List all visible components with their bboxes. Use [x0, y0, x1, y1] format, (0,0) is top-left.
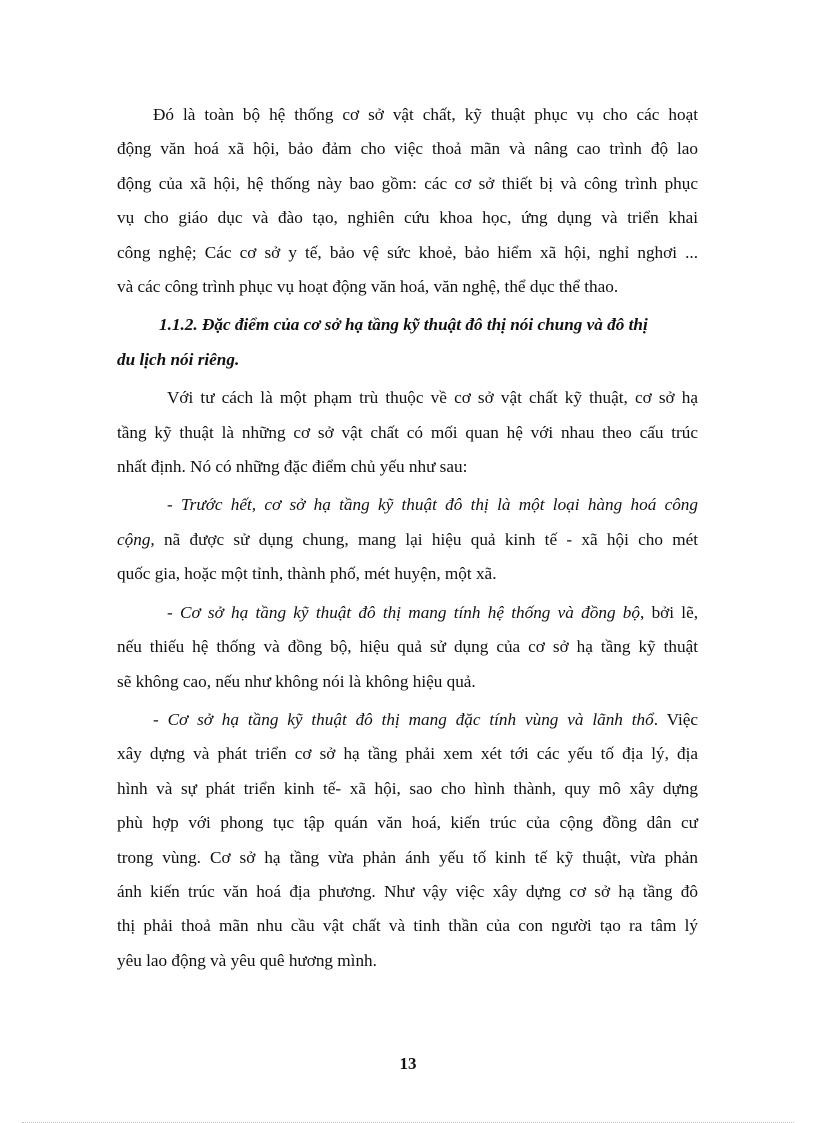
bullet-systematic [117, 596, 698, 699]
section-heading-line: du lịch nói riêng. [117, 349, 240, 369]
text-line: và các công trình phục vụ hoạt động văn hoá, văn nghệ, thể dục thể thao. [117, 277, 619, 297]
text-line: công nghệ; Các cơ sở y tế, bảo vệ sức khoẻ, bảo hiểm xã hội, nghỉ nghơi ... [117, 242, 698, 262]
section-heading [117, 308, 698, 377]
text-span: nã được sử dụng chung, mang lại hiệu quả kinh tế - xã hội cho mét [154, 529, 698, 549]
bullet-italic-text: - Trước hết, cơ sở hạ tầng kỹ thuật đô thị là một loại hàng hoá công [167, 495, 698, 515]
text-line: nếu thiếu hệ thống và đồng bộ, hiệu quả sử dụng của cơ sở hạ tầng kỹ thuật [117, 637, 698, 657]
text-line: ánh kiến trúc văn hoá địa phương. Như vậy việc xây dựng cơ sở hạ tầng đô [117, 881, 698, 901]
text-line: trong vùng. Cơ sở hạ tầng vừa phản ánh yếu tố kinh tế kỹ thuật, vừa phản [117, 847, 698, 867]
text-line [117, 596, 698, 630]
text-line: quốc gia, hoặc một tỉnh, thành phố, mét huyện, một xã. [117, 564, 497, 584]
bullet-public-good [117, 488, 698, 591]
text-line: động của xã hội, hệ thống này bao gồm: các cơ sở thiết bị và công trình phục [117, 173, 698, 193]
text-line: yêu lao động và yêu quê hương mình. [117, 950, 377, 970]
section-heading-line: 1.1.2. Đặc điểm của cơ sở hạ tầng kỹ thuật đô thị nói chung và đô thị [159, 315, 648, 335]
bullet-italic-text: cộng, [117, 529, 155, 549]
text-line: Đó là toàn bộ hệ thống cơ sở vật chất, kỹ thuật phục vụ cho các hoạt [153, 105, 698, 124]
text-span: , bởi lẽ, [640, 602, 698, 622]
bullet-italic-text: - Cơ sở hạ tầng kỹ thuật đô thị mang tính hệ thống và đồng bộ [167, 602, 640, 622]
bullet-italic-text: - Cơ sở hạ tầng kỹ thuật đô thị mang đặc tính vùng và lãnh thổ [153, 709, 654, 729]
text-line: vụ cho giáo dục và đào tạo, nghiên cứu khoa học, ứng dụng và triển khai [117, 208, 698, 228]
text-line: sẽ không cao, nếu như không nói là không hiệu quả. [117, 671, 476, 691]
text-line: động văn hoá xã hội, bảo đảm cho việc thoả mãn và nâng cao trình độ lao [117, 139, 698, 159]
text-line: xây dựng và phát triển cơ sở hạ tầng phải xem xét tới các yếu tố địa lý, địa [117, 744, 698, 764]
text-line: tầng kỹ thuật là những cơ sở vật chất có mối quan hệ với nhau theo cấu trúc [117, 422, 698, 442]
text-line [117, 523, 698, 557]
page-number: 13 [399, 1054, 417, 1073]
text-line: phù hợp với phong tục tập quán văn hoá, kiến trúc của cộng đồng dân cư [117, 813, 698, 833]
page-body [117, 98, 698, 978]
text-line [117, 703, 698, 737]
paragraph-characteristics-intro [117, 381, 698, 484]
text-span: . Việc [653, 709, 698, 729]
text-line: nhất định. Nó có những đặc điểm chủ yếu như sau: [117, 457, 468, 477]
bullet-regional [117, 703, 698, 978]
text-line: hình và sự phát triển kinh tế- xã hội, sao cho hình thành, quy mô xây dựng [117, 778, 698, 798]
paragraph-infrastructure-social [117, 98, 698, 304]
text-line: thị phải thoả mãn nhu cầu vật chất và tinh thần của con người tạo ra tâm lý [117, 916, 698, 936]
text-line: Với tư cách là một phạm trù thuộc về cơ sở vật chất kỹ thuật, cơ sở hạ [167, 388, 698, 408]
